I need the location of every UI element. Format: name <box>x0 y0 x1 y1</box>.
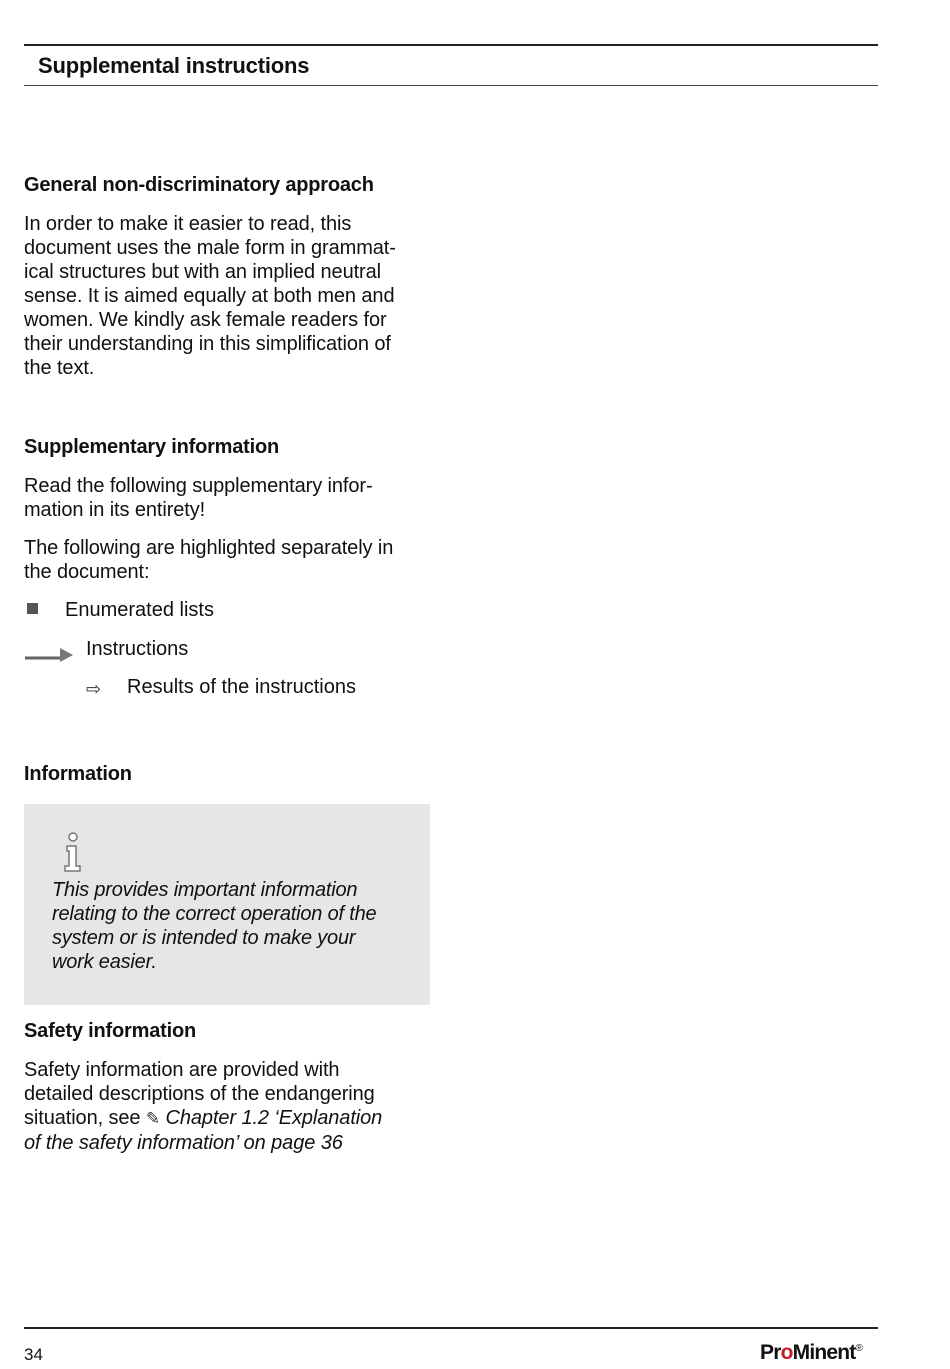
text-line: ical structures but with an implied neutral <box>24 261 381 283</box>
result-arrow-icon: ⇨ <box>86 679 102 699</box>
list-item-instructions: Instructions <box>86 638 189 660</box>
chapter-link[interactable]: Chapter 1.2 ‘Explanation <box>165 1107 383 1129</box>
cross-reference-icon: ✎ <box>145 1109 161 1128</box>
chapter-link-continued[interactable]: of the safety information’ on page 36 <box>24 1132 343 1154</box>
square-bullet-icon <box>27 603 38 614</box>
information-text <box>52 878 422 974</box>
info-icon <box>60 832 88 874</box>
list-item-results: Results of the instructions <box>127 676 356 698</box>
text-line: mation in its entirety! <box>24 499 206 521</box>
page-header <box>24 44 878 86</box>
heading-supplementary: Supplementary information <box>24 436 280 458</box>
text-segment: situation, see <box>24 1107 146 1129</box>
list-item-enumerated: Enumerated lists <box>65 599 214 621</box>
brand-text-accent: o <box>780 1341 793 1364</box>
text-line: The following are highlighted separately in <box>24 537 394 559</box>
text-line: work easier. <box>52 951 157 973</box>
page-number: 34 <box>24 1345 43 1364</box>
text-line: women. We kindly ask female readers for <box>24 309 387 331</box>
heading-safety: Safety information <box>24 1020 196 1042</box>
text-line: In order to make it easier to read, this <box>24 213 352 235</box>
paragraph-safety <box>24 1058 434 1155</box>
registered-mark: ® <box>855 1343 863 1354</box>
brand-text: Minent <box>792 1341 856 1364</box>
paragraph-supplementary-read <box>24 474 434 522</box>
page-title: Supplemental instructions <box>38 53 310 78</box>
text-line: their understanding in this simplification of <box>24 333 391 355</box>
text-line: sense. It is aimed equally at both men and <box>24 285 395 307</box>
text-line <box>24 1106 434 1131</box>
text-line: the document: <box>24 561 150 583</box>
paragraph-non-discriminatory <box>24 212 434 380</box>
heading-information: Information <box>24 763 132 785</box>
text-line: document uses the male form in grammat- <box>24 237 396 259</box>
brand-logo <box>760 1341 862 1365</box>
heading-non-discriminatory: General non-discriminatory approach <box>24 174 374 196</box>
brand-text: Pr <box>760 1341 781 1364</box>
text-line: system or is intended to make your <box>52 927 356 949</box>
text-line: relating to the correct operation of the <box>52 903 377 925</box>
page-footer-rule <box>24 1327 878 1329</box>
instruction-arrow-icon <box>24 645 74 663</box>
text-line: detailed descriptions of the endangering <box>24 1083 375 1105</box>
paragraph-supplementary-highlighted <box>24 536 434 584</box>
text-line: This provides important information <box>52 879 358 901</box>
text-line: the text. <box>24 357 95 379</box>
text-line: Safety information are provided with <box>24 1059 340 1081</box>
text-line: Read the following supplementary infor- <box>24 475 373 497</box>
information-box <box>24 804 430 1005</box>
